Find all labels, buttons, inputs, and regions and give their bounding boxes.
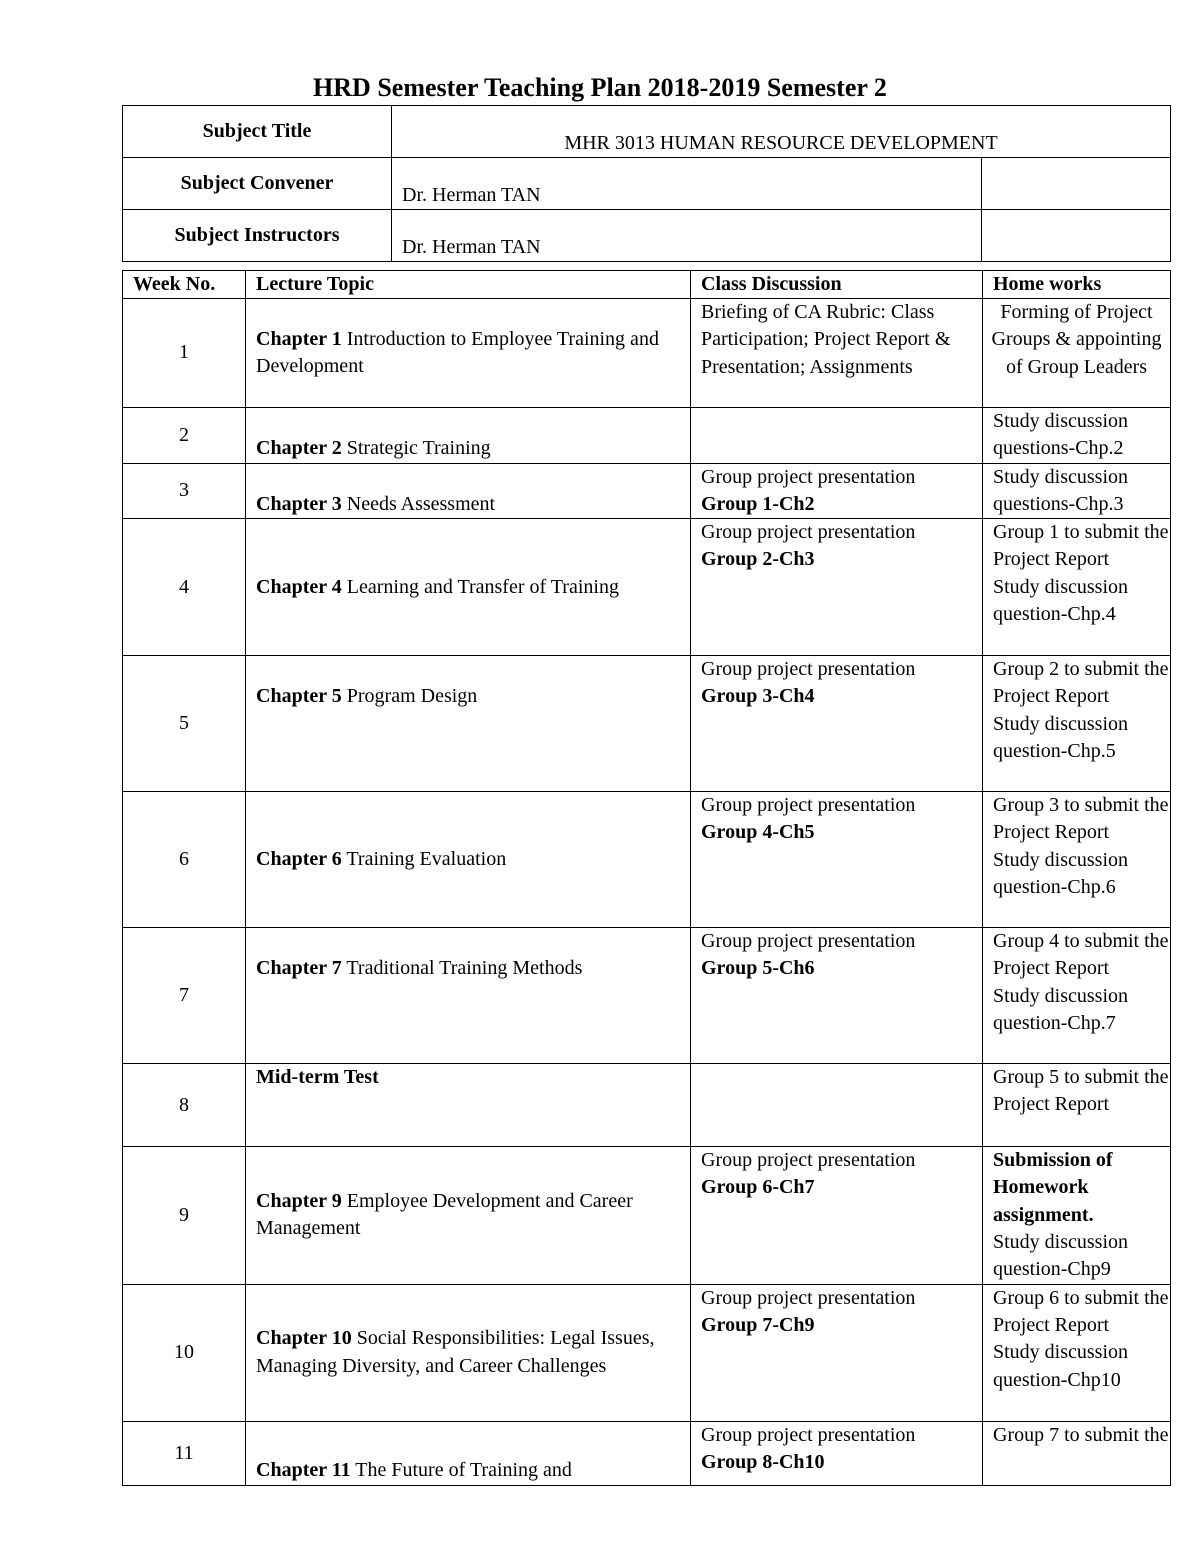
chapter-label: Chapter 1 (256, 327, 342, 350)
topic-text: Strategic Training (341, 437, 491, 460)
class-discussion (691, 519, 983, 656)
discussion-text: Group project presentation (701, 1286, 916, 1309)
home-works (983, 792, 1171, 928)
chapter-label: Chapter 3 (256, 492, 342, 515)
homework-item: Study discussion question-Chp.5 (993, 712, 1129, 763)
lecture-topic (246, 656, 691, 792)
home-works (983, 519, 1171, 656)
week-number: 6 (123, 792, 246, 928)
chapter-label: Mid-term Test (256, 1066, 379, 1089)
presenting-group: Group 4-Ch5 (701, 821, 815, 844)
class-discussion (691, 299, 983, 408)
discussion-text: Group project presentation (701, 930, 916, 953)
table-row (123, 519, 1171, 656)
table-row (123, 792, 1171, 928)
discussion-text: Group project presentation (701, 658, 916, 681)
week-number: 9 (123, 1147, 246, 1284)
homework-item: Study discussion question-Chp10 (993, 1341, 1129, 1391)
lecture-topic (246, 792, 691, 928)
chapter-label: Chapter 4 (256, 575, 342, 598)
topic-text: Learning and Transfer of Training (341, 575, 619, 598)
subject-instructors-row (123, 210, 1171, 262)
chapter-label: Chapter 5 (256, 685, 342, 708)
topic-text: Training Evaluation (341, 848, 507, 871)
presenting-group: Group 6-Ch7 (701, 1176, 815, 1199)
class-discussion (691, 1147, 983, 1284)
empty-cell (982, 210, 1171, 262)
topic-text: Employee Development and Career Management (256, 1190, 633, 1240)
chapter-label: Chapter 2 (256, 437, 342, 460)
homework-item: Group 5 to submit the Project Report (993, 1066, 1169, 1116)
week-number: 2 (123, 408, 246, 464)
presenting-group: Group 2-Ch3 (701, 548, 815, 571)
homework-item: Study discussion question-Chp9 (993, 1231, 1129, 1281)
subject-convener-row (123, 158, 1171, 210)
home-works (983, 408, 1171, 464)
discussion-text: Group project presentation (701, 465, 916, 488)
presenting-group: Group 7-Ch9 (701, 1313, 815, 1336)
presenting-group: Group 8-Ch10 (701, 1450, 825, 1473)
chapter-label: Chapter 9 (256, 1190, 342, 1213)
week-number: 4 (123, 519, 246, 656)
discussion-text: Group project presentation (701, 1423, 916, 1446)
lecture-topic (246, 299, 691, 408)
column-header-row (123, 271, 1171, 299)
homework-item: Forming of Project Groups & appointing of Group Leaders (991, 301, 1162, 378)
subject-instructors-value: Dr. Herman TAN (392, 210, 982, 262)
lecture-topic (246, 928, 691, 1064)
class-discussion (691, 463, 983, 519)
homework-item: Study discussion questions-Chp.3 (993, 465, 1129, 515)
class-discussion (691, 656, 983, 792)
homework-item: Study discussion questions-Chp.2 (993, 410, 1129, 460)
table-row (123, 1064, 1171, 1147)
week-number: 1 (123, 299, 246, 408)
homework-item: Study discussion question-Chp.7 (993, 984, 1129, 1035)
homework-item: Group 1 to submit the Project Report (993, 521, 1169, 571)
week-number: 3 (123, 463, 246, 519)
presenting-group: Group 5-Ch6 (701, 957, 815, 980)
subject-instructors-label: Subject Instructors (123, 210, 392, 262)
column-header-home-works: Home works (983, 271, 1171, 299)
homework-item: Study discussion question-Chp.4 (993, 575, 1129, 626)
home-works (983, 656, 1171, 792)
homework-item: Group 2 to submit the Project Report (993, 658, 1169, 708)
presenting-group: Group 1-Ch2 (701, 492, 815, 515)
homework-item: Group 4 to submit the Project Report (993, 930, 1169, 980)
subject-title-value: MHR 3013 HUMAN RESOURCE DEVELOPMENT (392, 106, 1171, 158)
teaching-plan-table (122, 270, 1171, 1486)
class-discussion (691, 1064, 983, 1147)
table-row (123, 1147, 1171, 1284)
table-row (123, 1421, 1171, 1485)
lecture-topic (246, 519, 691, 656)
week-number: 8 (123, 1064, 246, 1147)
home-works (983, 463, 1171, 519)
empty-cell (982, 158, 1171, 210)
home-works (983, 1421, 1171, 1485)
topic-text: The Future of Training and (350, 1459, 572, 1482)
chapter-label: Chapter 11 (256, 1459, 351, 1482)
topic-text: Program Design (341, 685, 478, 708)
class-discussion (691, 792, 983, 928)
home-works (983, 928, 1171, 1064)
homework-item: Group 3 to submit the Project Report (993, 794, 1169, 844)
subject-title-row (123, 106, 1171, 158)
table-row (123, 1284, 1171, 1421)
week-number: 5 (123, 656, 246, 792)
table-row (123, 656, 1171, 792)
chapter-label: Chapter 6 (256, 848, 342, 871)
discussion-text: Group project presentation (701, 794, 916, 817)
class-discussion (691, 1284, 983, 1421)
week-number: 10 (123, 1284, 246, 1421)
column-header-lecture-topic: Lecture Topic (246, 271, 691, 299)
page-title: HRD Semester Teaching Plan 2018-2019 Semester 2 (313, 73, 887, 102)
table-row (123, 408, 1171, 464)
class-discussion (691, 1421, 983, 1485)
homework-item: Group 6 to submit the Project Report (993, 1286, 1169, 1336)
class-discussion (691, 928, 983, 1064)
subject-title-label: Subject Title (123, 106, 392, 158)
homework-submission: Submission of Homework assignment. (993, 1149, 1113, 1226)
week-number: 11 (123, 1421, 246, 1485)
class-discussion (691, 408, 983, 464)
homework-item: Group 7 to submit the (993, 1423, 1169, 1446)
topic-text: Needs Assessment (341, 492, 496, 515)
home-works (983, 299, 1171, 408)
lecture-topic (246, 463, 691, 519)
column-header-class-discussion: Class Discussion (691, 271, 983, 299)
chapter-label: Chapter 10 (256, 1327, 352, 1350)
subject-convener-value: Dr. Herman TAN (392, 158, 982, 210)
home-works (983, 1064, 1171, 1147)
table-row (123, 299, 1171, 408)
discussion-text: Briefing of CA Rubric: Class Participation; Project Report & Presentation; Assignments (701, 301, 951, 378)
lecture-topic (246, 408, 691, 464)
discussion-text: Group project presentation (701, 521, 916, 544)
topic-text: Introduction to Employee Training and Development (256, 327, 659, 377)
week-number: 7 (123, 928, 246, 1064)
lecture-topic (246, 1421, 691, 1485)
discussion-text: Group project presentation (701, 1149, 916, 1172)
topic-text: Traditional Training Methods (341, 957, 583, 980)
topic-text: Social Responsibilities: Legal Issues, Managing Diversity, and Career Challenges (256, 1327, 655, 1377)
subject-convener-label: Subject Convener (123, 158, 392, 210)
homework-item: Study discussion question-Chp.6 (993, 848, 1129, 899)
chapter-label: Chapter 7 (256, 957, 342, 980)
table-row (123, 928, 1171, 1064)
subject-info-table (122, 105, 1171, 262)
lecture-topic (246, 1284, 691, 1421)
lecture-topic (246, 1064, 691, 1147)
home-works (983, 1284, 1171, 1421)
column-header-week: Week No. (123, 271, 246, 299)
home-works (983, 1147, 1171, 1284)
lecture-topic (246, 1147, 691, 1284)
table-row (123, 463, 1171, 519)
teaching-plan-body (123, 299, 1171, 1486)
presenting-group: Group 3-Ch4 (701, 685, 815, 708)
